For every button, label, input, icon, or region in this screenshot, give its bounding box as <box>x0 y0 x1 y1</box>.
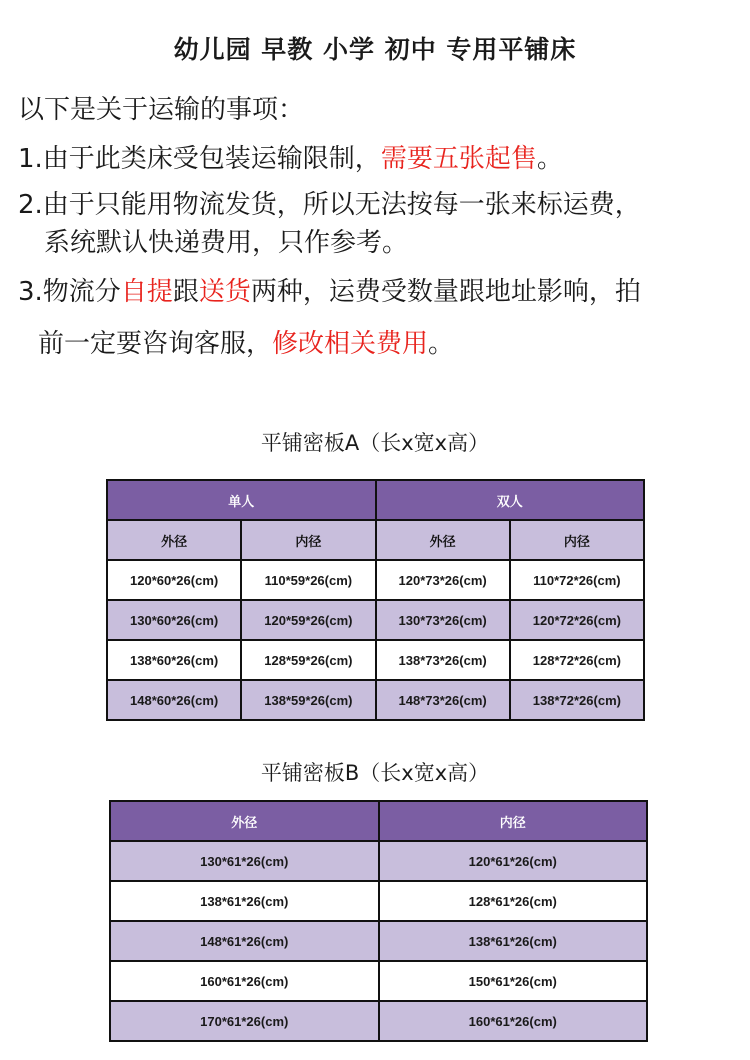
table-a-caption: 平铺密板A（长x宽x高） <box>260 431 490 455</box>
table-a-group-header: 单人 <box>107 480 376 520</box>
table-b-header-row <box>110 801 647 841</box>
notice-item-3-highlight-pickup: 自提 <box>120 277 173 307</box>
table-cell: 138*73*26(cm) <box>376 640 510 680</box>
table-cell: 148*73*26(cm) <box>376 680 510 720</box>
table-cell: 160*61*26(cm) <box>379 1001 648 1041</box>
table-cell: 138*61*26(cm) <box>379 921 648 961</box>
notice-item-1 <box>18 141 563 177</box>
table-row <box>110 1001 647 1041</box>
table-cell: 138*72*26(cm) <box>510 680 644 720</box>
notice-item-2-line-2: 系统默认快递费用，只作参考。 <box>44 228 409 258</box>
notice-item-3-text-e: 。 <box>428 329 455 359</box>
table-cell: 130*61*26(cm) <box>110 841 379 881</box>
notice-item-3-highlight-delivery: 送货 <box>198 277 251 307</box>
notice-item-3-line-1 <box>18 274 641 310</box>
table-row <box>107 680 644 720</box>
table-a-group-header-row <box>107 480 644 520</box>
notice-item-3-text-d: 前一定要咨询客服， <box>38 329 273 359</box>
table-a <box>106 479 645 721</box>
table-row <box>107 640 644 680</box>
table-cell: 128*59*26(cm) <box>241 640 375 680</box>
table-cell: 110*59*26(cm) <box>241 560 375 600</box>
notice-item-1-end: 。 <box>536 144 563 174</box>
notice-item-1-text: 1.由于此类床受包装运输限制， <box>18 144 381 174</box>
table-row <box>110 841 647 881</box>
table-cell: 120*72*26(cm) <box>510 600 644 640</box>
table-cell: 150*61*26(cm) <box>379 961 648 1001</box>
notice-item-3-line-2 <box>38 326 454 362</box>
notice-item-3-text-c: 两种，运费受数量跟地址影响，拍 <box>250 277 641 307</box>
table-b <box>109 800 648 1042</box>
table-cell: 138*59*26(cm) <box>241 680 375 720</box>
table-cell: 130*73*26(cm) <box>376 600 510 640</box>
table-b-caption: 平铺密板B（长x宽x高） <box>260 761 490 785</box>
table-cell: 110*72*26(cm) <box>510 560 644 600</box>
table-cell: 120*73*26(cm) <box>376 560 510 600</box>
notice-item-3-text-a: 3.物流分 <box>18 277 121 307</box>
table-row <box>110 921 647 961</box>
table-row <box>110 961 647 1001</box>
table-cell: 120*60*26(cm) <box>107 560 241 600</box>
page-title: 幼儿园 早教 小学 初中 专用平铺床 <box>173 35 577 64</box>
table-cell: 148*60*26(cm) <box>107 680 241 720</box>
table-b-header: 内径 <box>379 801 648 841</box>
table-cell: 160*61*26(cm) <box>110 961 379 1001</box>
table-cell: 120*61*26(cm) <box>379 841 648 881</box>
table-a-sub-header-row <box>107 520 644 560</box>
table-b-header: 外径 <box>110 801 379 841</box>
notice-item-3-text-b: 跟 <box>172 277 199 307</box>
notice-item-3-highlight-fee: 修改相关费用 <box>272 329 429 359</box>
table-row <box>110 881 647 921</box>
table-a-sub-header: 内径 <box>241 520 375 560</box>
table-cell: 148*61*26(cm) <box>110 921 379 961</box>
table-cell: 130*60*26(cm) <box>107 600 241 640</box>
table-row <box>107 560 644 600</box>
table-a-sub-header: 内径 <box>510 520 644 560</box>
table-cell: 138*61*26(cm) <box>110 881 379 921</box>
notice-heading: 以下是关于运输的事项： <box>18 95 305 125</box>
table-a-sub-header: 外径 <box>107 520 241 560</box>
table-cell: 138*60*26(cm) <box>107 640 241 680</box>
notice-item-1-highlight: 需要五张起售 <box>380 144 537 174</box>
table-cell: 128*61*26(cm) <box>379 881 648 921</box>
notice-item-2-line-1: 2.由于只能用物流发货，所以无法按每一张来标运费， <box>18 190 641 220</box>
table-cell: 170*61*26(cm) <box>110 1001 379 1041</box>
table-a-sub-header: 外径 <box>376 520 510 560</box>
table-cell: 120*59*26(cm) <box>241 600 375 640</box>
table-row <box>107 600 644 640</box>
table-cell: 128*72*26(cm) <box>510 640 644 680</box>
table-a-group-header: 双人 <box>376 480 645 520</box>
